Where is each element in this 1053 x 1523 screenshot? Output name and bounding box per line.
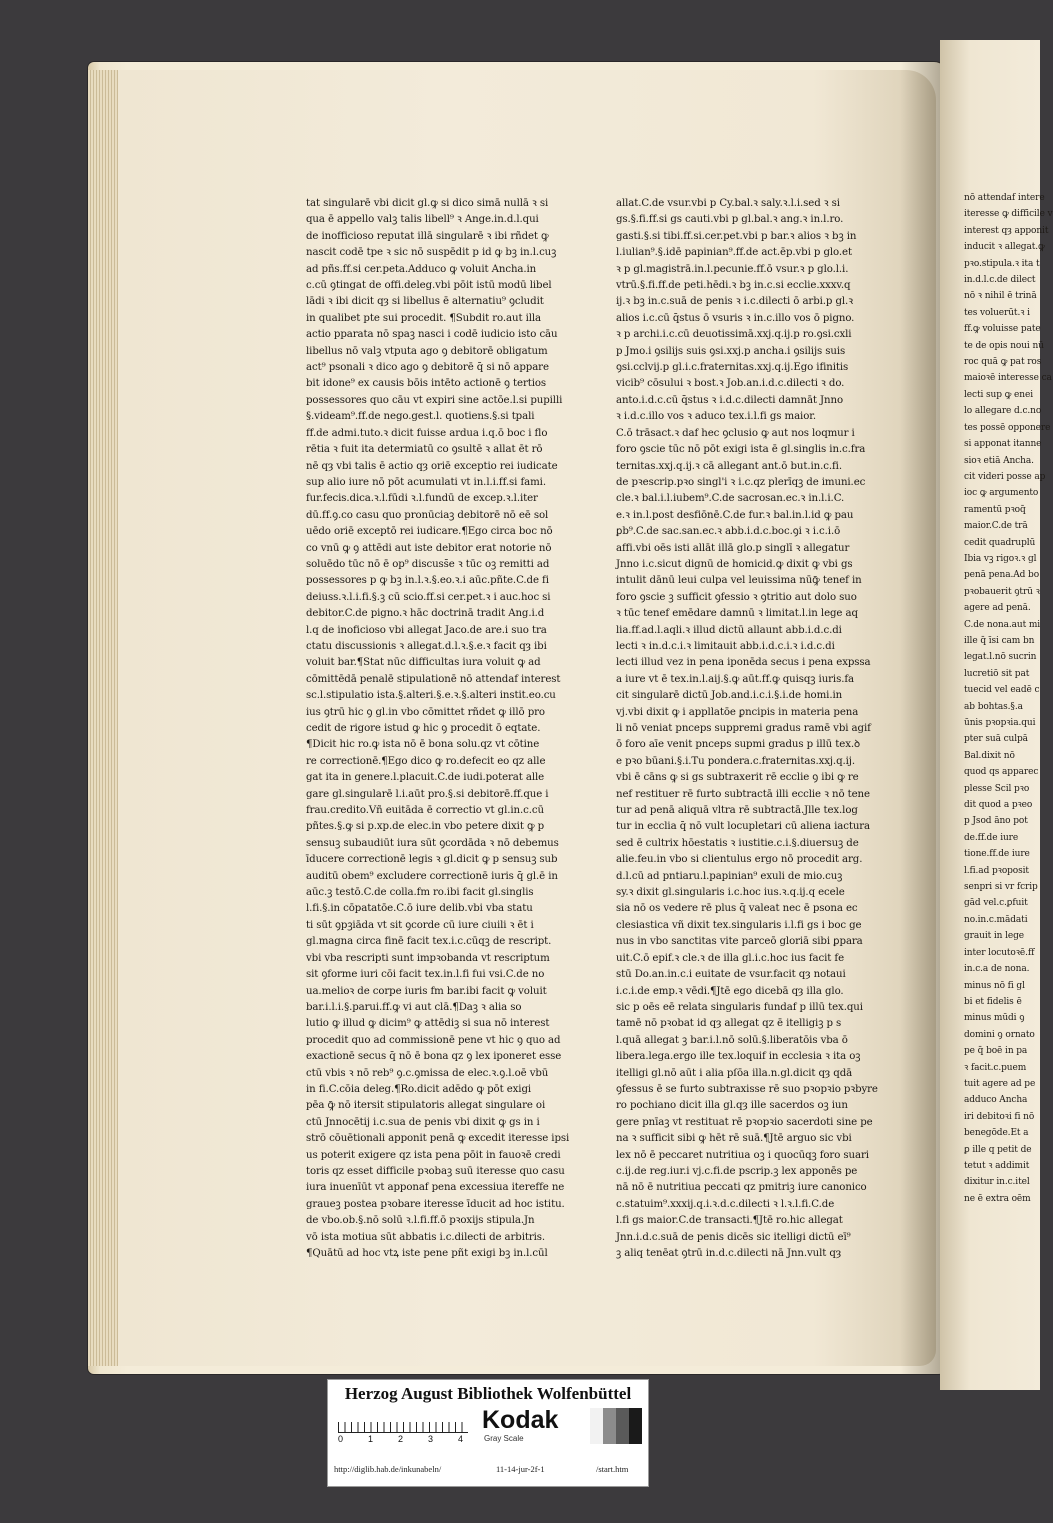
text-line: cle.ꝛ bal.i.l.iubem⁹.C.de sacrosan.ec.ꝛ in.l.i.C.	[616, 493, 845, 505]
library-name: Herzog August Bibliothek Wolfenbüttel	[344, 1384, 632, 1403]
url-text: http://diglib.hab.de/inkunabeln/	[334, 1464, 442, 1474]
text-line: ad pñs.ff.si cer.peta.Adduco ꝙ voluit Ancha.in	[306, 263, 537, 275]
left-text-column	[306, 196, 588, 1262]
text-line: ctū vbis ꝛ nō reb⁹ ꝯ.c.ꝯmissa de elec.ꝛ.ꝯ.l.oē vbū	[306, 1067, 549, 1079]
recto-text-line: pter suā culpā	[964, 734, 1028, 745]
text-line: exactionē secus q̄ nō ē bona qz ꝯ lex iponeret esse	[306, 1051, 562, 1063]
right-text-column	[616, 196, 908, 1262]
text-line: ff.de admi.tuto.ꝛ dicit fuisse ardua i.q.ō boc i flo	[306, 427, 548, 439]
text-line: tat singularē vbi dicit gl.ꝙ si dico simā nullā ꝛ si	[306, 198, 549, 209]
text-line: in fi.C.cōia deleg.¶Ro.dicit adēdo ꝙ pōt exigi	[306, 1083, 532, 1095]
text-line: iura inuenīūt vt apponaf pena excessiua itereffe ne	[306, 1182, 565, 1194]
gray-swatch	[603, 1408, 616, 1444]
recto-text-line: tetut ꝛ addimit	[964, 1160, 1030, 1171]
recto-text-line: ꝑ ille q petit de	[964, 1144, 1032, 1155]
text-line: auditū obem⁹ excludere correctionē iuris q̄ gl.ē in	[306, 870, 558, 882]
text-line: foro ꝯscie ꝫ sufficit ꝯfessio ꝛ ꝯtritio aut dolo suo	[616, 591, 857, 603]
text-line: tamē nō pꝛobat id qȝ allegat qz ē itelligiꝫ p s	[616, 1018, 842, 1030]
text-line: i.c.i.de emp.ꝛ vēdi.¶Jtē ego dicebā qȝ illa glo.	[616, 985, 844, 997]
text-line: ternitas.xxj.q.ij.ꝛ cā allegant ant.ō but.in.c.fi.	[616, 460, 842, 472]
recto-text-line: ab bohtas.§.a	[964, 701, 1023, 712]
text-line: ꝛ p gl.magistrā.in.l.pecunie.ff.ō vsur.ꝛ p glo.l.i.	[616, 263, 849, 275]
text-line: de vbo.ob.§.nō solū ꝛ.l.fi.ff.ō pꝛoxijs stipula.Jn	[306, 1215, 535, 1227]
gray-scale-label: Gray Scale	[484, 1434, 524, 1443]
text-line: lecti ꝛ in.d.c.i.ꝛ limitauit abb.i.d.c.i.ꝛ i.d.c.di	[616, 640, 835, 652]
text-line: l.fi gs maior.C.de transacti.¶Jtē ro.hic allegat	[616, 1215, 843, 1227]
text-line: allat.C.de vsur.vbi p Cy.bal.ꝛ saly.ꝛ.l.i.sed ꝛ si	[616, 198, 840, 209]
recto-text-line: ūnis pꝛopꝛia.qui	[964, 718, 1036, 728]
text-line: procedit quo ad commissionē pene vt hic ꝯ quo ad	[306, 1034, 561, 1046]
text-line: sic p oēs eē relata singularis fundaf p illū tex.qui	[616, 1001, 863, 1013]
text-line: uit.C.ō epif.ꝛ cle.ꝛ de illa gl.i.c.hoc ius facit fe	[616, 952, 845, 964]
recto-text-line: l.fi.ad pꝛoposit	[964, 865, 1029, 876]
text-line: deiuss.ꝛ.l.i.fi.§.ꝫ cū scio.ff.si cer.pet.ꝛ i auc.hoc si	[306, 591, 551, 603]
ruler-number: 4	[458, 1434, 464, 1444]
gray-swatch	[629, 1408, 642, 1444]
text-line: sy.ꝛ dixit gl.singularis i.c.hoc ius.ꝛ.q.ij.q ecele	[616, 887, 845, 899]
text-line: uēdo oriē exceptō rei iudicare.¶Ego circa boc nō	[306, 526, 553, 538]
text-line: re correctionē.¶Ego dico ꝙ ro.defecit eo qz alle	[306, 755, 546, 767]
recto-text-line: adduco Ancha	[964, 1095, 1028, 1106]
text-line: nā nō ē nutritiua peccati qz pmitriꝫ iure canonico	[616, 1182, 867, 1194]
text-line: clesiastica vñ dixit tex.singularis i.l.fi gs i boc ge	[616, 919, 862, 931]
text-line: ꝛ i.d.c.illo vos ꝛ aduco tex.i.l.fi gs maior.	[616, 411, 817, 423]
text-line: ius ꝯtrū hic ꝯ gl.in vbo cōmittet rñdet ꝙ illō pro	[306, 706, 545, 718]
text-line: vicib⁹ cōsului ꝛ bost.ꝛ Job.an.i.d.c.dilecti ꝛ do.	[616, 378, 845, 390]
recto-text-line: in.c.a de nona.	[964, 964, 1030, 975]
text-line: itelligi gl.nō aūt i alia pſōa illa.n.gl.dicit qȝ qdā	[616, 1067, 853, 1079]
text-line: gasti.§.si tibi.ff.si.cer.pet.vbi p bar.ꝛ alios ꝛ bꝫ in	[616, 230, 857, 242]
recto-text-line: grauit in lege	[964, 931, 1025, 942]
gray-swatches	[590, 1408, 642, 1444]
text-line: vtrū.§.fi.ff.de peti.hēdi.ꝛ bꝫ in.c.si ecclie.xxxv.q	[616, 280, 851, 292]
recto-text-line: tuit agere ad pe	[964, 1078, 1036, 1089]
recto-text-line: inter locutoꝛē.ff	[964, 947, 1035, 958]
text-line: de pꝛescrip.pꝛo singl'i ꝛ i.c.qz plerīqꝫ de imuni.ec	[616, 476, 866, 488]
text-line: act⁹ psonali ꝛ dico ago ꝯ debitorē q̄ si nō appare	[306, 362, 549, 374]
recto-text-line: si apponat itanne	[964, 439, 1042, 450]
recto-text-line: cit videri posse ap	[964, 471, 1046, 482]
text-line: co vnū ꝙ ꝯ attēdi aut iste debitor erat notorie nō	[306, 542, 552, 554]
recto-text-line: roc quā ꝙ pat ros	[964, 357, 1042, 368]
text-line: affi.vbi oēs isti allāt illā glo.p singlī ꝛ allegatur	[616, 542, 850, 554]
recto-text-line: tione.ff.de iure	[964, 849, 1030, 860]
gray-swatch	[616, 1408, 629, 1444]
text-line: voluit bar.¶Stat nūc difficultas iura voluit ꝙ ad	[306, 657, 541, 669]
text-line: in qualibet pte sui procedit. ¶Subdit ro.aut illa	[306, 312, 542, 324]
text-line: e.ꝛ in.l.post desfiōnē.C.de fur.ꝛ bal.in.l.id ꝙ pau	[616, 509, 854, 521]
text-line: l.q de inoficioso vbi allegat Jaco.de are.i suo tra	[306, 624, 547, 636]
text-line: lādi ꝛ ibi dicit qȝ si libellus ē alternatiu⁹ ꝯcludit	[306, 296, 544, 308]
text-line: vbi vba rescripti sunt impꝛobanda vt rescriptum	[306, 952, 550, 964]
recto-text-line: pꝛobauerit ꝯtrū ꝛ	[964, 586, 1040, 597]
text-line: ꝑb⁹.C.de sac.san.ec.ꝛ abb.i.d.c.boc.ꝯi ꝛ i.c.i.ō	[616, 526, 841, 538]
text-line: alie.feu.in vbo si clientulus ergo nō procedit arg.	[616, 854, 863, 866]
recto-text-line: lo allegare d.c.no	[964, 406, 1042, 417]
recto-text-line: ille q̄ īsi cam bn	[964, 635, 1035, 646]
text-line: ro pochiano dicit illa gl.qȝ ille sacerdos oꝫ iun	[616, 1100, 848, 1112]
text-line: alios i.c.cū q̄stus ō vsuris ꝛ in.c.illo vos ō pigno.	[616, 312, 855, 324]
text-line: gl.magna circa finē facit tex.i.c.cūqꝫ de rescript.	[306, 936, 552, 948]
text-line: libera.lega.ergo ille tex.loquif in ecclesia ꝛ ita oꝫ	[616, 1051, 861, 1063]
recto-text-line: ff.ꝙ voluisse pate	[964, 324, 1041, 335]
text-line: lecti illud vez in pena iponēda secus i pena expssa	[616, 657, 871, 669]
recto-text-line: cedit quadruplū	[964, 537, 1036, 548]
text-line: sed ē cultrix hōestatis ꝛ iustitie.c.i.§.diuersuꝫ de	[616, 837, 859, 849]
gray-swatch	[590, 1408, 603, 1444]
recto-text-line: p Jsod āno pot	[964, 816, 1028, 827]
text-line: l.iulian⁹.§.idē papinian⁹.ff.de act.ēp.vbi p glo.et	[616, 247, 852, 259]
ruler-number: 0	[338, 1434, 344, 1444]
text-line: l.quā allegat ꝫ bar.i.l.nō solū.§.liberatōis vba ō	[616, 1034, 848, 1046]
text-line: pēa ꝙ̄ nō itersit stipulatoris allegat singulare oi	[306, 1100, 546, 1112]
shelfmark-text: 11-14-jur-2f-1	[496, 1464, 545, 1474]
text-line: ꝫ aliq tenēat ꝯtrū in.d.c.dilecti nā Jnn.vult qȝ	[616, 1248, 842, 1259]
text-line: libellus nō valꝫ vtputa ago ꝯ debitorē obligatum	[306, 345, 548, 357]
text-line: ti sūt ꝯpꝫiāda vt sit ꝯcorde cū iure ciuili ꝛ ēt i	[306, 919, 534, 931]
scale-ruler	[338, 1410, 468, 1433]
recto-text-line: dit quod a pꝛeo	[964, 800, 1033, 811]
recto-text-line: tes voluerūt.ꝛ i	[964, 307, 1030, 318]
text-line: ō foro aīe venit pnceps supmi gradus p illū tex.ꝺ	[616, 739, 860, 751]
kodak-logo: Kodak	[482, 1406, 559, 1434]
recto-text-line: sioꝛ etiā Ancha.	[964, 455, 1034, 466]
recto-text-line: gād vel.c.ꝑfuit	[964, 898, 1028, 909]
text-line: ꝛ p archi.i.c.cū deuotissimā.xxj.q.ij.p ro.ꝯsi.cxli	[616, 329, 852, 341]
text-line: possessores p ꝙ bꝫ in.l.ꝛ.§.eo.ꝛ.i aūc.pñte.C.de fi	[306, 575, 549, 587]
text-line: gere pnīaꝫ vt restituat rē pꝛopꝛio sacerdoti sine pe	[616, 1116, 873, 1128]
text-line: vō ista motiua sūt abbatis i.c.dilecti de arbitris.	[306, 1231, 546, 1243]
text-line: īducere correctionē legis ꝛ gl.dicit ꝙ p sensuꝫ sub	[306, 854, 558, 866]
recto-text-line: ꝛ facit.c.puem	[964, 1062, 1027, 1073]
ruler-number: 3	[428, 1434, 434, 1444]
recto-text-line: pe q̄ boē in pa	[964, 1046, 1028, 1057]
recto-text-line: iri debitoꝛi fi nō	[964, 1111, 1035, 1122]
text-line: us poterit exigere qz ista pena pōit in fauoꝛē credi	[306, 1149, 561, 1161]
text-line: vj.vbi dixit ꝙ i appllatōe ꝑncipis in materia pena	[616, 706, 859, 718]
text-line: stū Do.an.in.c.i euitate de vsur.facit qȝ notaui	[616, 969, 846, 981]
recto-text-line: pꝛo.stipula.ꝛ ita t	[964, 258, 1040, 269]
text-line: nascit codē tpe ꝛ sic nō suspēdit p id ꝙ bꝫ in.l.cuꝫ	[306, 247, 557, 259]
text-line: soluēdo tūc nō ē op⁹ discuss̄e ꝛ tūc oꝫ remitti ad	[306, 558, 550, 570]
text-line: Jnno i.c.sicut dignū de homicid.ꝙ dixit ꝙ vbi gs	[616, 558, 853, 570]
recto-text-line: Bal.dixit nō	[964, 750, 1015, 761]
text-line: ¶Dicit hic ro.ꝙ ista nō ē bona solu.qz vt cōtine	[306, 739, 540, 751]
text-line: nē qȝ vbi talis ē actio qȝ oriē exceptio rei iudicate	[306, 460, 558, 472]
text-line: Jnn.i.d.c.suā de penis dicēs sic itelligi dictū eī⁹	[616, 1231, 851, 1243]
recto-text-line: ioc ꝙ argumento	[964, 488, 1039, 499]
text-line: possessores quo cāu vt expiri sine actōe.l.si pupilli	[306, 394, 563, 406]
recto-text-line: ne ē extra oēm	[964, 1193, 1031, 1204]
text-line: graueꝫ postea pꝛobare iteresse īducit ad hoc istitu.	[306, 1198, 565, 1210]
text-line: foro ꝯscie tūc nō pōt exigi ista ē gl.singlis in.c.fra	[616, 444, 866, 456]
recto-text-column	[964, 190, 1053, 1207]
recto-text-line: lucretiō sit pat	[964, 668, 1030, 679]
recto-text-line: no.in.c.mādati	[964, 914, 1028, 925]
text-line: lia.ff.ad.l.aqli.ꝛ illud dictū allaunt abb.i.d.c.di	[616, 624, 842, 636]
recto-text-line: domini ꝯ ornato	[964, 1029, 1035, 1040]
ruler-number: 1	[368, 1434, 374, 1444]
text-line: qua ē appello valꝫ talis libell⁹ ꝛ Ange.in.d.l.qui	[306, 214, 539, 226]
text-line: toris qz esset difficile pꝛobaꝫ suū iteresse quo casu	[306, 1165, 565, 1177]
text-line: dū.ff.ꝯ.co casu quo pronūciaꝫ debitorē nō eē sol	[306, 509, 549, 521]
recto-text-line: de.ff.de iure	[964, 832, 1019, 843]
recto-text-line: inducit ꝛ allegat.ꝙ	[964, 242, 1045, 253]
recto-text-line: tes possē opponere	[964, 422, 1051, 433]
text-line: intulit dānū leui culpa vel leuissima nūꝙ̄ tenef in	[616, 575, 862, 587]
recto-text-line: nō ꝛ nihil ē trinā	[964, 291, 1037, 302]
text-line: a iure vt ē tex.in.l.aij.§.ꝙ aūt.ff.ꝙ quisqꝫ iuris.fa	[616, 673, 854, 685]
ruler-number: 2	[398, 1434, 404, 1444]
text-line: d.l.cū ad pntiaru.l.papinian⁹ exuli de mio.cuꝫ	[616, 870, 843, 882]
recto-text-line: dixitur in.c.itel	[964, 1177, 1030, 1188]
text-line: ¶Quātū ad hoc vtꝝ iste pene pñt exigi bꝫ in.l.cūl	[306, 1248, 548, 1259]
recto-text-line: quod qs apparec	[964, 767, 1039, 778]
text-line: ꝯfessus ē se furto subtraxisse rē suo pꝛopꝛio pꝛbyre	[616, 1083, 878, 1095]
text-line: sc.l.stipulatio ista.§.alteri.§.e.ꝛ.§.alteri instit.eo.cu	[306, 690, 556, 702]
text-line: bar.i.l.i.§.parui.ff.ꝙ vi aut clā.¶Daꝫ ꝛ alia so	[306, 1001, 522, 1013]
text-line: pñtes.§.ꝙ si p.xp.de elec.in vbo petere dixit ꝙ p	[306, 821, 545, 833]
text-line: tur ad penā aliquā vltra rē subtractā.Jlle tex.log	[616, 805, 858, 817]
text-line: c.ij.de reg.iur.i vj.c.fi.de pscrip.ꝫ lex apponēs pe	[616, 1165, 858, 1177]
text-line: cedit de rigore istud ꝙ hic ꝯ procedit ō eqtate.	[306, 723, 541, 734]
text-line: aūc.ꝫ testō.C.de colla.fm ro.ibi facit gl.singlis	[306, 887, 534, 899]
recto-text-line: tuecid vel eadē c	[964, 685, 1040, 696]
text-line: cōmittēdā penalē stipulationē nō attendaf interest	[306, 673, 561, 685]
recto-text-line: plesse Scil pꝛo	[964, 783, 1030, 794]
text-line: tur in ecclia q̄ nō vult locupletari cū aliena iactura	[616, 821, 871, 833]
text-line: na ꝛ sufficit sibi ꝙ hēt rē suā.¶Jtē arguo sic vbi	[616, 1133, 852, 1145]
text-line: ꝛ tūc tenef emēdare damnū ꝛ limitat.l.in lege aq	[616, 608, 858, 620]
text-line: bit idone⁹ ex causis bōis intēto actionē ꝯ tertios	[306, 378, 547, 390]
text-line: gs.§.fi.ff.si gs cauti.vbi p gl.bal.ꝛ ang.ꝛ in.l.ro.	[616, 214, 844, 226]
text-line: sensuꝫ subaudiūt iura sūt ꝯcordāda ꝛ nō debemus	[306, 837, 559, 849]
recto-text-line: lecti sup ꝙ enei	[964, 389, 1033, 400]
page-edges	[88, 70, 118, 1366]
recto-text-line: in.d.l.c.de dilect	[964, 275, 1036, 286]
recto-text-line: senpri si vr fcrip	[964, 882, 1038, 893]
text-line: l.fi.§.in cōpatatōe.C.ō iure delib.vbi vba statu	[306, 903, 533, 915]
text-line: rētia ꝛ fuit ita determiatū co ꝯsultē ꝛ allat ēt rō	[306, 444, 543, 456]
text-line: ctū Jnnocētij i.c.sua de penis vbi dixit ꝙ gs in i	[306, 1116, 540, 1128]
text-line: lutio ꝙ illud ꝙ dicim⁹ ꝙ attēdiꝫ si sua nō interest	[306, 1018, 550, 1030]
text-line: sup alio iure nō pōt acumulati vt in.l.i.ff.si fami.	[306, 476, 546, 488]
text-line: ꝯsi.cclvij.p gl.i.c.fraternitas.xxj.q.ij.Ego ifinitis	[616, 362, 849, 374]
text-line: debitor.C.de pigno.ꝛ hāc doctrinā tradit Ang.i.d	[306, 608, 545, 620]
recto-text-line: te de opis noui nū	[964, 340, 1044, 351]
text-line: cit singularē dictū Job.and.i.c.i.§.i.de homi.in	[616, 690, 843, 702]
text-line: C.ō trāsact.ꝛ daf hec ꝯclusio ꝙ aut nos loqmur i	[616, 427, 855, 439]
text-line: c.statuim⁹.xxxij.q.i.ꝛ.d.c.dilecti ꝛ l.ꝛ.l.fi.C.de	[616, 1198, 835, 1210]
recto-text-line: minus nō fi gl	[964, 980, 1025, 991]
recto-text-line: maior.C.de trā	[964, 521, 1028, 532]
recto-text-line: agere ad penā.	[964, 603, 1031, 614]
text-line: nef restituer rē furto subtractā illi ecclie ꝛ nō tene	[616, 788, 870, 800]
text-line: ua.melioꝛ de corpe iuris fm bar.ibi facit ꝙ voluit	[306, 985, 547, 997]
text-line: §.videam⁹.ff.de nego.gest.l. quotiens.§.si tpali	[306, 411, 535, 423]
recto-text-line: penā pena.Ad bo	[964, 570, 1040, 581]
recto-page-fragment	[940, 40, 1053, 1390]
recto-text-line: bi et fidelis ē	[964, 996, 1022, 1007]
text-line: p Jmo.i ꝯsilijs suis ꝯsi.xxj.p ancha.i ꝯsilijs suis	[616, 345, 846, 357]
text-line: vbi ē cāns ꝙ si gs subtraxerit rē ecclie ꝯ ibi ꝙ re	[616, 772, 859, 784]
start-link: /start.htm	[596, 1464, 629, 1474]
color-target-card	[327, 1379, 649, 1487]
recto-text-line: Ibia vꝫ rigoꝛ.ꝛ gl	[964, 553, 1037, 564]
recto-text-line: iteresse ꝙ difficile v	[964, 209, 1053, 220]
text-line: e pꝛo būani.§.i.Tu pondera.c.fraternitas.xxj.q.ij.	[616, 755, 855, 767]
text-line: li nō veniat pnceps suppremi gradus ramē vbi agif	[616, 723, 871, 734]
recto-text-line: C.de nona.aut mi	[964, 619, 1041, 630]
text-line: lex nō ē peccaret nutritiua oꝫ i quocūqꝫ foro suari	[616, 1149, 869, 1161]
text-line: frau.credito.Vñ euitāda ē correctio vt gl.in.c.cū	[306, 805, 544, 817]
text-line: actio pparata nō spaꝫ nasci i codē iudicio isto cāu	[306, 329, 558, 341]
text-line: gat ita in genere.l.placuit.C.de iudi.poterat alle	[306, 772, 545, 784]
text-line: ctatu discussionis ꝛ allegat.d.l.ꝛ.§.e.ꝛ facit qȝ ibi	[306, 640, 547, 652]
text-line: ij.ꝛ bꝫ in.c.suā de penis ꝛ i.c.dilecti ō arbi.p gl.ꝛ	[616, 296, 853, 308]
recto-text-line: minus mūdi ꝯ	[964, 1013, 1025, 1024]
recto-text-line: ramentū pꝛoq̄	[964, 504, 1026, 515]
text-line: c.cū ꝯtingat de offi.deleg.vbi pōit istū modū libel	[306, 280, 552, 292]
recto-text-line: maioꝛē interesse ca	[964, 373, 1052, 384]
text-line: anto.i.d.c.cū q̄stus ꝛ i.d.c.dilecti damnāt Jnno	[616, 394, 843, 406]
text-line: fur.fecis.dica.ꝛ.l.fūdi ꝛ.l.fundū de excep.ꝛ.l.iter	[306, 493, 538, 505]
text-line: nus in vbo sanctitas vite parceō gloriā sibi ꝑpara	[616, 936, 863, 948]
recto-text-line: legat.l.nō sucrin	[964, 652, 1037, 663]
recto-text-line: nō attendaf intere	[964, 193, 1045, 203]
text-line: de inofficioso reputat illā singularē ꝛ ibi rñdet ꝙ	[306, 230, 549, 242]
text-line: strō cōuētionali apponit penā ꝙ excedit iteresse ipsi	[306, 1133, 570, 1145]
recto-text-line: interest qȝ apponit	[964, 225, 1049, 236]
text-line: sia nō os vedere rē plus q̄ valeat nec ē psona ec	[616, 903, 858, 915]
recto-text-line: benegōde.Et a	[964, 1128, 1029, 1139]
text-line: gare gl.singularē l.i.aūt pro.§.si debitorē.ff.que i	[306, 788, 549, 800]
text-line: sit ꝯforme iuri cōi facit tex.in.l.fi fui vsi.C.de no	[306, 969, 545, 981]
